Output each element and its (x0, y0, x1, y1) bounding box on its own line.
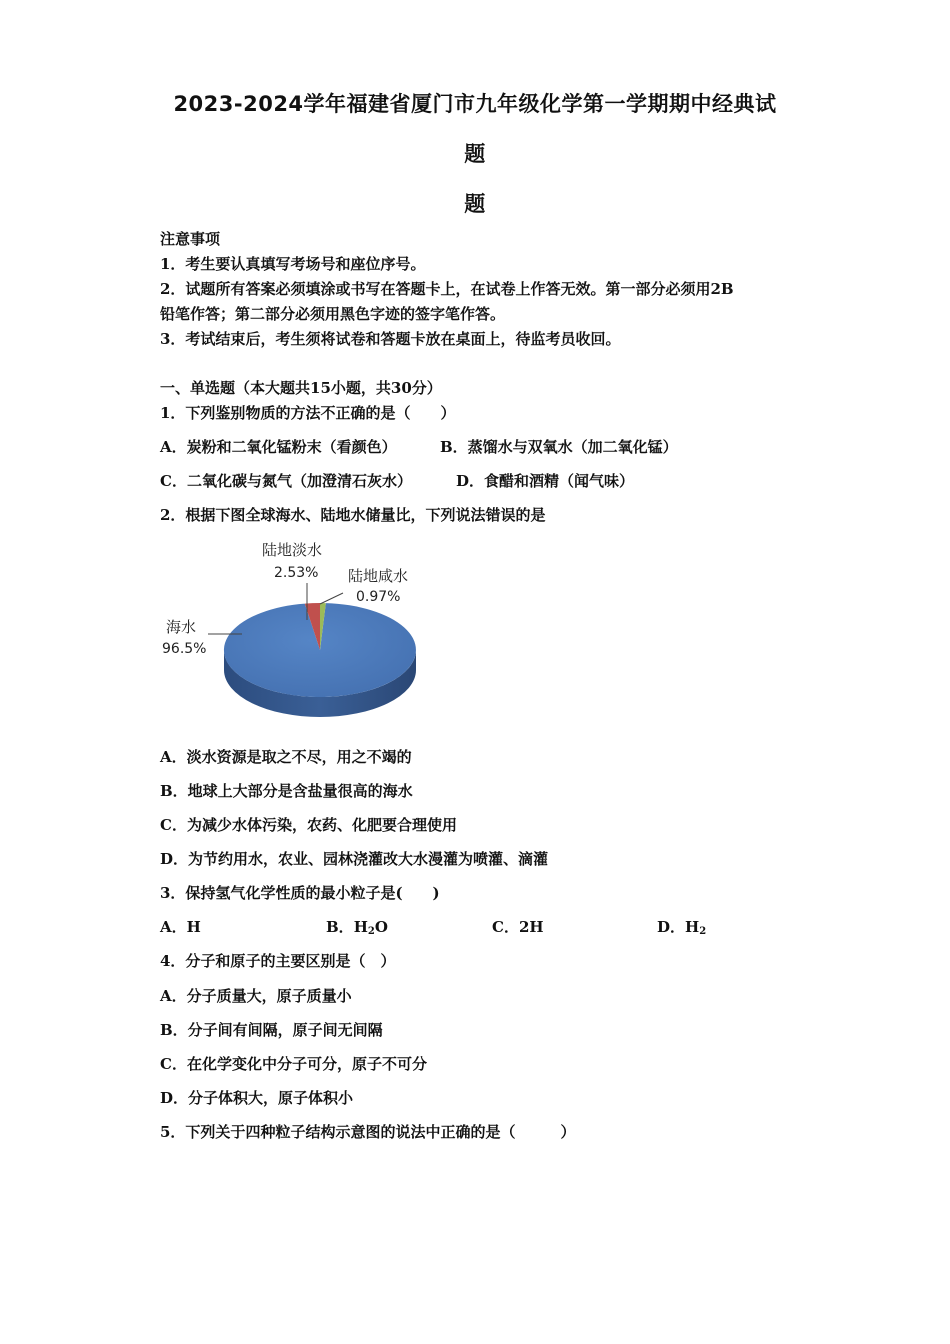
notice-item-2: 2．试题所有答案必须填涂或书写在答题卡上，在试卷上作答无效。第一部分必须用2B (160, 280, 734, 298)
q3-option-c: C．2H (492, 918, 544, 936)
q2-option-d: D．为节约用水，农业、园林浇灌改大水漫灌为喷灌、滴灌 (160, 850, 549, 868)
label-saline-value: 0.97% (356, 589, 401, 605)
exam-title-line2: 题 (464, 142, 486, 166)
q3-stem: 3．保持氢气化学性质的最小粒子是( ) (160, 884, 440, 902)
section-heading: 一、单选题（本大题共15小题，共30分） (160, 379, 442, 397)
label-fresh-name: 陆地淡水 (262, 541, 323, 559)
q5-stem: 5．下列关于四种粒子结构示意图的说法中正确的是（ ） (160, 1123, 576, 1141)
q2-option-a: A．淡水资源是取之不尽，用之不竭的 (160, 748, 412, 766)
label-seawater-name: 海水 (166, 618, 197, 636)
label-fresh-value: 2.53% (274, 565, 319, 581)
q1-stem: 1．下列鉴别物质的方法不正确的是（ ） (160, 404, 456, 422)
q4-option-d: D．分子体积大，原子体积小 (160, 1089, 354, 1107)
notice-item-2-cont: 铅笔作答；第二部分必须用黑色字迹的签字笔作答。 (160, 305, 506, 323)
notice-heading: 注意事项 (160, 230, 221, 248)
q1-option-a: A．炭粉和二氧化锰粉末（看颜色） (160, 438, 397, 456)
water-pie-chart (150, 530, 450, 730)
q1-option-b: B．蒸馏水与双氧水（加二氧化锰） (440, 438, 678, 456)
q4-option-a: A．分子质量大，原子质量小 (160, 987, 352, 1005)
q3-option-d: D．$H_2$ (657, 918, 707, 937)
q4-stem: 4．分子和原子的主要区别是（ ） (160, 952, 396, 970)
q2-option-c: C．为减少水体污染，农药、化肥要合理使用 (160, 816, 457, 834)
notice-item-3: 3．考试结束后，考生须将试卷和答题卡放在桌面上，待监考员收回。 (160, 330, 621, 348)
q1-option-d: D．食醋和酒精（闻气味） (456, 472, 635, 490)
q2-stem: 2．根据下图全球海水、陆地水储量比，下列说法错误的是 (160, 506, 546, 524)
exam-title-line3: 题 (464, 192, 486, 216)
q4-option-b: B．分子间有间隔，原子间无间隔 (160, 1021, 383, 1039)
q4-option-c: C．在化学变化中分子可分，原子不可分 (160, 1055, 427, 1073)
q1-option-c: C．二氧化碳与氮气（加澄清石灰水） (160, 472, 412, 490)
q3-option-a: A．H (160, 918, 201, 936)
q3-option-b: B．$H_2O$ (326, 918, 388, 937)
q2-option-b: B．地球上大部分是含盐量很高的海水 (160, 782, 413, 800)
label-saline-name: 陆地咸水 (348, 567, 409, 585)
notice-item-1: 1．考生要认真填写考场号和座位序号。 (160, 255, 426, 273)
exam-title-line1: 2023-2024学年福建省厦门市九年级化学第一学期期中经典试 (173, 92, 777, 116)
label-seawater-value: 96.5% (162, 641, 207, 657)
leader-line-saline (320, 593, 343, 604)
